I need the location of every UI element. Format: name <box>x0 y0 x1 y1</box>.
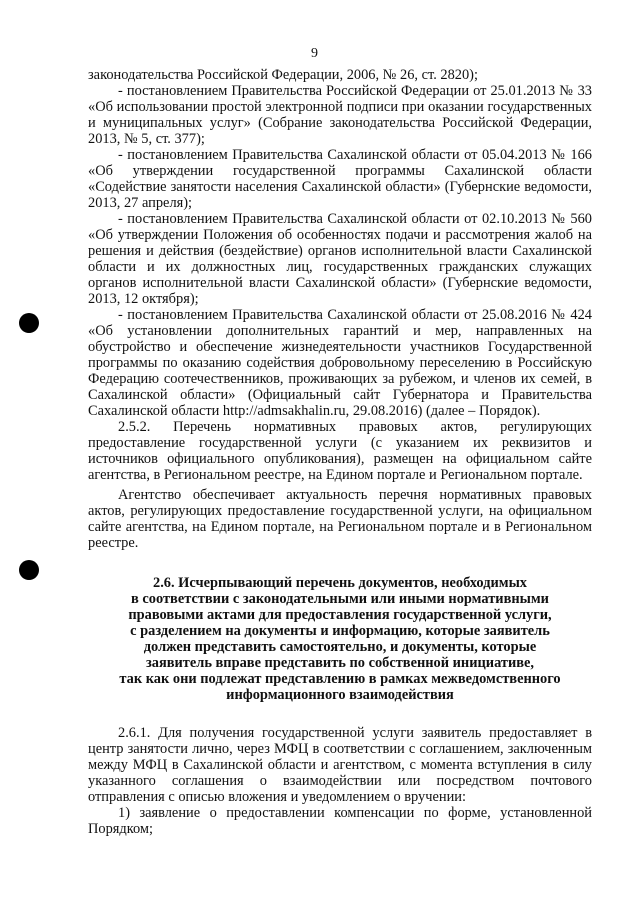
document-body <box>88 67 592 837</box>
paragraph: 2.6.1. Для получения государственной услуги заявитель предоставляет в центр занятости лично, через МФЦ в соответствии с соглашением, заключенным между МФЦ в Сахалинской области и агентством, с момента вступления в силу указанного соглашения о взаимодействии или посредством почтового отправления с описью вложения и уведомлением о вручении: <box>88 725 592 805</box>
paragraph: 2.5.2. Перечень нормативных правовых актов, регулирующих предоставление государственной услуги (с указанием их реквизитов и источников официального опубликования), размещен на официальном сайте агентства, в Региональном реестре, на Едином портале и Региональном портале. <box>88 419 592 483</box>
heading-line: правовыми актами для предоставления государственной услуги, <box>128 607 552 623</box>
paragraph: - постановлением Правительства Сахалинской области от 05.04.2013 № 166 «Об утверждении государственной программы Сахалинской области «Содействие занятости населения Сахалинской области» (Губернские ведомости, 2013, 27 апреля); <box>88 147 592 211</box>
heading-line: так как они подлежат представлению в рамках межведомственного <box>119 671 561 687</box>
paragraph: Агентство обеспечивает актуальность перечня нормативных правовых актов, регулирующих предоставление государственной услуги, на официальном сайте агентства, на Едином портале, на Региональном портале и в Региональном реестре. <box>88 487 592 551</box>
heading-line: информационного взаимодействия <box>226 687 454 703</box>
heading-line: заявитель вправе представить по собственной инициативе, <box>145 655 535 671</box>
paragraph: 1) заявление о предоставлении компенсации по форме, установленной Порядком; <box>88 805 592 837</box>
paragraph: законодательства Российской Федерации, 2006, № 26, ст. 2820); <box>88 67 478 83</box>
paragraph: - постановлением Правительства Сахалинской области от 25.08.2016 № 424 «Об установлении дополнительных гарантий и мер, направленных на обустройство и обеспечение жизнедеятельности участников Государственной программы по оказанию содействия добровольному переселению в Российскую Федерацию соотечественников, проживающих за рубежом, и членов их семей, в Сахалинской области» (Официальный сайт Губернатора и Правительства Сахалинской области http://admsakhalin.ru, 29.08.2016) (далее – Порядок). <box>88 307 592 419</box>
heading-line: должен представить самостоятельно, и документы, которые <box>143 639 537 655</box>
paragraph: - постановлением Правительства Сахалинской области от 02.10.2013 № 560 «Об утверждении Положения об особенностях подачи и рассмотрения жалоб на решения и действия (бездействие) органов исполнительной власти Сахалинской области и их должностных лиц, государственных гражданских служащих органов исполнительной власти Сахалинской области» (Губернские ведомости, 2013, 12 октября); <box>88 211 592 307</box>
page-number: 9 <box>311 46 318 61</box>
heading-line: в соответствии с законодательными или иными нормативными <box>131 591 549 607</box>
paragraph: - постановлением Правительства Российской Федерации от 25.01.2013 № 33 «Об использовании простой электронной подписи при оказании государственных и муниципальных услуг» (Собрание законодательства Российской Федерации, 2013, № 5, ст. 377); <box>88 83 592 147</box>
punch-hole-mark <box>19 313 39 333</box>
section-heading <box>88 575 592 703</box>
punch-hole-mark <box>19 560 39 580</box>
heading-line: с разделением на документы и информацию, которые заявитель <box>130 623 550 639</box>
heading-line: 2.6. Исчерпывающий перечень документов, необходимых <box>153 575 527 591</box>
